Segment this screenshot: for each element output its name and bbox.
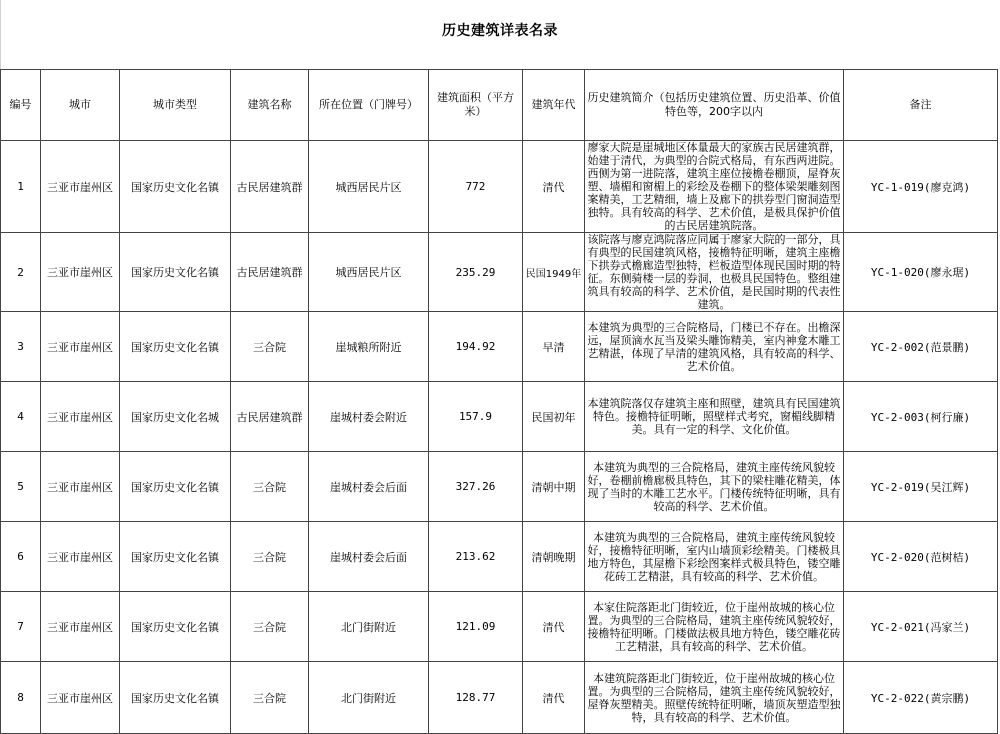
header-id[interactable]: 编号 [1,70,41,141]
cell-building-name[interactable]: 三合院 [231,522,309,592]
cell-city[interactable]: 三亚市崖州区 [41,452,120,522]
cell-city-type[interactable]: 国家历史文化名城 [120,382,231,452]
cell-description[interactable]: 廖家大院是崖城地区体量最大的家族古民居建筑群，始建于清代，为典型的合院式格局，有东西两进院。西侧为第一进院落，建筑主座位接檐卷棚顶，屋脊灰塑、墙楣和窗楣上的彩绘及卷棚下的整体梁架雕刻图案精美，工艺精细，墙上及廊下的拱券型门窗洞造型独特。具有较高的科学、艺术价值，是极具保护价值的古民居建筑院落。 [585,141,844,233]
cell-description[interactable]: 本建筑院落距北门街较近，位于崖州故城的核心位置。为典型的三合院格局，建筑主座传统风貌较好，屋脊灰塑精美。照壁传统特征明晰，墙顶灰塑造型独特，具有较高的科学、艺术价值。 [585,662,844,734]
cell-area[interactable]: 157.9 [429,382,523,452]
cell-city[interactable]: 三亚市崖州区 [41,233,120,312]
cell-era[interactable]: 清朝中期 [523,452,585,522]
cell-description[interactable]: 本建筑院落仅存建筑主座和照壁，建筑具有民国建筑特色。接檐特征明晰，照壁样式考究，窗楣线脚精美。具有一定的科学、文化价值。 [585,382,844,452]
cell-remark[interactable]: YC-2-003(柯行廉) [844,382,998,452]
cell-era[interactable]: 清朝晚期 [523,522,585,592]
cell-city-type[interactable]: 国家历史文化名镇 [120,592,231,662]
cell-city[interactable]: 三亚市崖州区 [41,312,120,382]
cell-era[interactable]: 清代 [523,592,585,662]
cell-id[interactable]: 6 [1,522,41,592]
cell-description[interactable]: 本建筑为典型的三合院格局，门楼已不存在。出檐深远，屋顶滴水瓦当及梁头雕饰精美，室内神龛木雕工艺精湛，体现了早清的建筑风格，具有较高的科学、艺术价值。 [585,312,844,382]
cell-building-name[interactable]: 三合院 [231,662,309,734]
table-row [1,141,998,233]
cell-era[interactable]: 清代 [523,662,585,734]
cell-building-name[interactable]: 古民居建筑群 [231,382,309,452]
cell-city[interactable]: 三亚市崖州区 [41,662,120,734]
cell-city-type[interactable]: 国家历史文化名镇 [120,312,231,382]
cell-description[interactable]: 本家住院落距北门街较近，位于崖州故城的核心位置。为典型的三合院格局，建筑主座传统风貌较好，接檐特征明晰。门楼做法极具地方特色，镂空雕花砖工艺精湛，具有较高的科学、艺术价值。 [585,592,844,662]
table-row [1,522,998,592]
cell-location[interactable]: 崖城村委会附近 [309,382,429,452]
cell-building-name[interactable]: 三合院 [231,592,309,662]
cell-remark[interactable]: YC-2-020(范树桔) [844,522,998,592]
cell-location[interactable]: 崖城村委会后面 [309,452,429,522]
cell-city-type[interactable]: 国家历史文化名镇 [120,141,231,233]
table-row [1,233,998,312]
cell-city-type[interactable]: 国家历史文化名镇 [120,233,231,312]
cell-id[interactable]: 5 [1,452,41,522]
cell-building-name[interactable]: 三合院 [231,452,309,522]
cell-location[interactable]: 城西居民片区 [309,141,429,233]
cell-city[interactable]: 三亚市崖州区 [41,522,120,592]
table-row [1,382,998,452]
header-city[interactable]: 城市 [41,70,120,141]
cell-remark[interactable]: YC-1-020(廖永琚) [844,233,998,312]
cell-area[interactable]: 327.26 [429,452,523,522]
cell-area[interactable]: 213.62 [429,522,523,592]
cell-era[interactable]: 民国初年 [523,382,585,452]
cell-area[interactable]: 194.92 [429,312,523,382]
cell-location[interactable]: 崖城粮所附近 [309,312,429,382]
cell-id[interactable]: 2 [1,233,41,312]
cell-building-name[interactable]: 三合院 [231,312,309,382]
cell-area[interactable]: 121.09 [429,592,523,662]
cell-city[interactable]: 三亚市崖州区 [41,382,120,452]
table-row [1,662,998,734]
cell-location[interactable]: 北门街附近 [309,592,429,662]
cell-description[interactable]: 本建筑为典型的三合院格局，建筑主座传统风貌较好，卷棚前檐廊极具特色，其下的梁柱雕花精美，体现了当时的木雕工艺水平。门楼传统特征明晰，具有较高的科学、艺术价值。 [585,452,844,522]
cell-id[interactable]: 1 [1,141,41,233]
historic-buildings-table [0,69,998,734]
cell-remark[interactable]: YC-2-022(黄宗鹏) [844,662,998,734]
header-location[interactable]: 所在位置（门牌号） [309,70,429,141]
cell-area[interactable]: 128.77 [429,662,523,734]
cell-building-name[interactable]: 古民居建筑群 [231,233,309,312]
cell-location[interactable]: 城西居民片区 [309,233,429,312]
cell-description[interactable]: 该院落与廖克鸿院落应同属于廖家大院的一部分，具有典型的民国建筑风格，接檐特征明晰，建筑主座檐下拱券式檐廊造型独特，栏板造型体现民国时期的特征。东侧骑楼一层的券洞，也极具民国特色。整组建筑具有较高的科学、艺术价值，是民国时期的代表性建筑。 [585,233,844,312]
cell-id[interactable]: 8 [1,662,41,734]
header-city-type[interactable]: 城市类型 [120,70,231,141]
header-building-name[interactable]: 建筑名称 [231,70,309,141]
header-area[interactable]: 建筑面积（平方米） [429,70,523,141]
document-title: 历史建筑详表名录 [442,23,558,39]
cell-city-type[interactable]: 国家历史文化名镇 [120,522,231,592]
cell-remark[interactable]: YC-2-021(冯家兰) [844,592,998,662]
table-row [1,452,998,522]
cell-description[interactable]: 本建筑为典型的三合院格局，建筑主座传统风貌较好，接檐特征明晰，室内山墙顶彩绘精美。门楼极具地方特色，其屋檐下彩绘图案样式极具特色，镂空雕花砖工艺精湛，具有较高的科学、艺术价值。 [585,522,844,592]
cell-era[interactable]: 民国1949年 [523,233,585,312]
header-remark[interactable]: 备注 [844,70,998,141]
cell-era[interactable]: 清代 [523,141,585,233]
cell-remark[interactable]: YC-1-019(廖克鸿) [844,141,998,233]
cell-location[interactable]: 崖城村委会后面 [309,522,429,592]
table-row [1,592,998,662]
cell-remark[interactable]: YC-2-019(吴江辉) [844,452,998,522]
cell-building-name[interactable]: 古民居建筑群 [231,141,309,233]
cell-id[interactable]: 3 [1,312,41,382]
cell-city[interactable]: 三亚市崖州区 [41,592,120,662]
cell-location[interactable]: 北门街附近 [309,662,429,734]
cell-era[interactable]: 早清 [523,312,585,382]
cell-area[interactable]: 772 [429,141,523,233]
table-header-row [1,70,998,141]
cell-city-type[interactable]: 国家历史文化名镇 [120,452,231,522]
cell-remark[interactable]: YC-2-002(范景鹏) [844,312,998,382]
cell-area[interactable]: 235.29 [429,233,523,312]
cell-city-type[interactable]: 国家历史文化名镇 [120,662,231,734]
cell-city[interactable]: 三亚市崖州区 [41,141,120,233]
header-era[interactable]: 建筑年代 [523,70,585,141]
cell-id[interactable]: 4 [1,382,41,452]
cell-id[interactable]: 7 [1,592,41,662]
header-description[interactable]: 历史建筑简介（包括历史建筑位置、历史沿革、价值特色等，200字以内 [585,70,844,141]
table-row [1,312,998,382]
